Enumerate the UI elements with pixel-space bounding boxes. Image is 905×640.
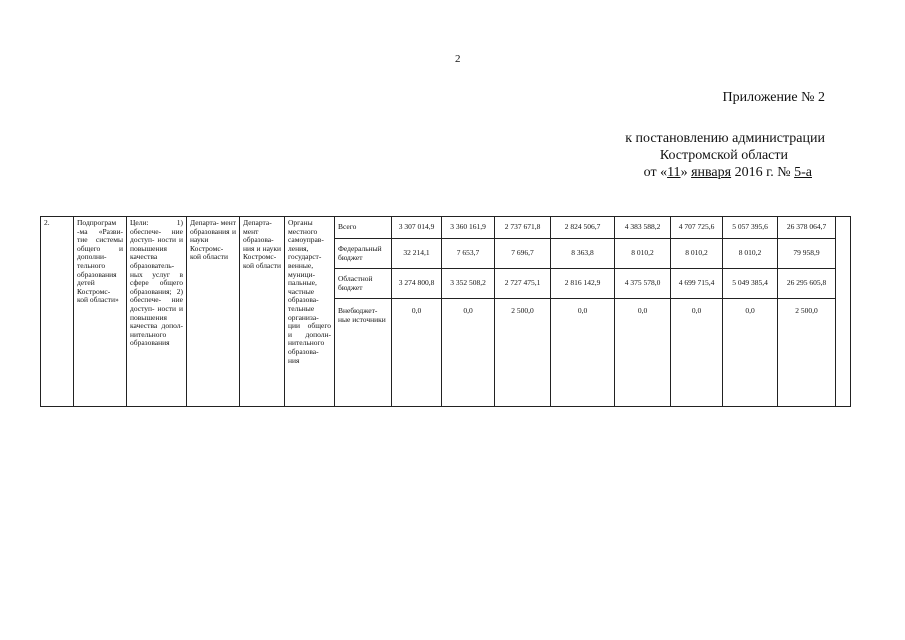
value-cell: 4 707 725,6 <box>671 217 723 239</box>
value-cell: 3 307 014,9 <box>392 217 442 239</box>
value-cell: 8 010,2 <box>723 239 778 269</box>
source-label: Внебюджет- ные источники <box>335 299 392 407</box>
value-cell: 0,0 <box>615 299 671 407</box>
coexecutor-cell: Департа- мент образова- ния и науки Костромс- кой области <box>240 217 285 407</box>
value-cell: 7 696,7 <box>495 239 551 269</box>
value-cell: 8 363,8 <box>551 239 615 269</box>
value-cell: 0,0 <box>392 299 442 407</box>
value-cell: 3 360 161,9 <box>442 217 495 239</box>
value-cell: 4 699 715,4 <box>671 269 723 299</box>
value-cell: 26 378 064,7 <box>778 217 836 239</box>
row-number: 2. <box>41 217 74 407</box>
value-cell: 8 010,2 <box>615 239 671 269</box>
goals-cell: Цели: 1) обеспече- ние доступ- ности и повышения качества образователь- ных услуг в сфере общего образования; 2) обеспече- ние доступ- ности и повышения качества допол- нительного образования <box>127 217 187 407</box>
value-cell: 5 057 395,6 <box>723 217 778 239</box>
resolution-line-2: Костромской области <box>659 148 788 163</box>
value-cell: 8 010,2 <box>671 239 723 269</box>
executor-cell: Департа- мент образования и науки Костромс- кой области <box>187 217 240 407</box>
value-cell: 0,0 <box>723 299 778 407</box>
value-cell: 4 383 588,2 <box>615 217 671 239</box>
value-cell: 3 274 800,8 <box>392 269 442 299</box>
resolution-line-1: к постановлению администрации <box>625 131 825 146</box>
value-cell: 2 737 671,8 <box>495 217 551 239</box>
value-cell: 2 824 506,7 <box>551 217 615 239</box>
resolution-day: 11 <box>667 165 681 180</box>
resolution-reference <box>625 130 825 181</box>
value-cell: 0,0 <box>442 299 495 407</box>
subprogram-cell: Подпрограм -ма «Разви- тие системы общего и дополни- тельного образования детей Костромс- кой области» <box>74 217 127 407</box>
resolution-line-3: от «11» января 2016 г. № 5-а <box>643 165 812 180</box>
page-number: 2 <box>455 53 461 65</box>
resolution-month: января <box>691 165 732 180</box>
value-cell: 26 295 605,8 <box>778 269 836 299</box>
value-cell: 3 352 508,2 <box>442 269 495 299</box>
value-cell: 0,0 <box>671 299 723 407</box>
appendix-title: Приложение № 2 <box>722 90 825 105</box>
value-cell: 2 727 475,1 <box>495 269 551 299</box>
source-label: Всего <box>335 217 392 239</box>
source-label: Федеральный бюджет <box>335 239 392 269</box>
source-label: Областной бюджет <box>335 269 392 299</box>
participants-cell: Органы местного самоуправ- ления, государст- венные, муници- пальные, частные образова- тельные организа- ции общего и дополн- нительного образова- ния <box>285 217 335 407</box>
empty-cell <box>836 217 851 407</box>
value-cell: 32 214,1 <box>392 239 442 269</box>
value-cell: 7 653,7 <box>442 239 495 269</box>
table-row-total <box>41 217 851 239</box>
value-cell: 2 816 142,9 <box>551 269 615 299</box>
value-cell: 4 375 578,0 <box>615 269 671 299</box>
value-cell: 0,0 <box>551 299 615 407</box>
resolution-number: 5-а <box>794 165 812 180</box>
value-cell: 2 500,0 <box>778 299 836 407</box>
value-cell: 79 958,9 <box>778 239 836 269</box>
value-cell: 2 500,0 <box>495 299 551 407</box>
funding-table <box>40 216 851 407</box>
value-cell: 5 049 385,4 <box>723 269 778 299</box>
